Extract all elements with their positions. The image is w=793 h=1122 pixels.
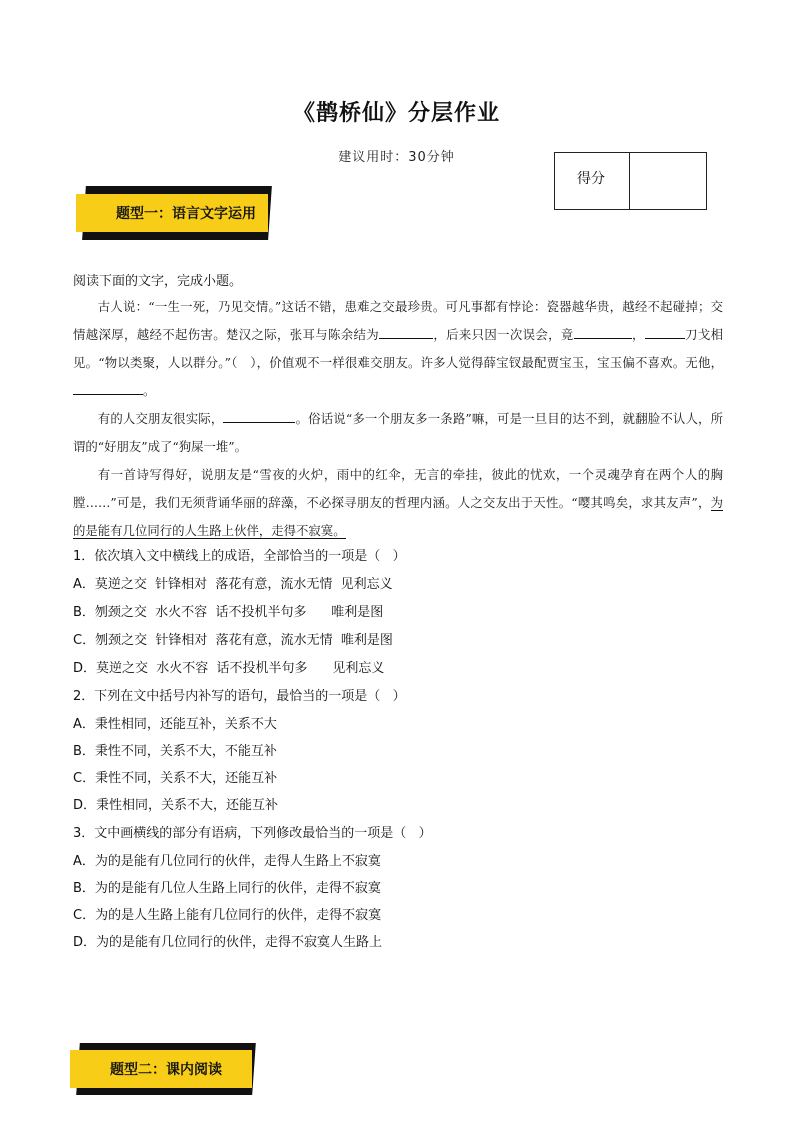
section2-label: 题型二：课内阅读 (70, 1050, 252, 1088)
question-3-option-c[interactable]: C．为的是人生路上能有几位同行的伙伴，走得不寂寞 (73, 908, 382, 923)
question-1-option-a[interactable]: A．莫逆之交 针锋相对 落花有意，流水无情 见利忘义 (73, 577, 393, 592)
question-3-option-d[interactable]: D．为的是能有几位同行的伙伴，走得不寂寞人生路上 (73, 935, 383, 950)
passage-paragraph-1: 古人说：“一生一死，乃见交情。”这话不错，患难之交最珍贵。可凡事都有悖论：瓷器越华贵，越经不起碰掉；交情越深厚，越经不起伤害。楚汉之际，张耳与陈余结为 ，后来只因一次误会，竟 ， 刀戈相见。“物以类聚，人以群分。”（ ），价值观不一样很难交朋友。许多人觉得薛宝钗最配贾宝玉，宝玉偏不喜欢。无他，。 (73, 299, 724, 398)
question-1-stem: 1．依次填入文中横线上的成语，全部恰当的一项是（ ） (73, 549, 406, 564)
question-1-option-c[interactable]: C．刎颈之交 针锋相对 落花有意，流水无情 唯利是图 (73, 633, 393, 648)
section1-banner (76, 186, 276, 240)
question-2-option-d[interactable]: D．秉性相同，关系不大，还能互补 (73, 798, 279, 813)
question-3-option-a[interactable]: A．为的是能有几位同行的伙伴，走得人生路上不寂寞 (73, 854, 381, 869)
question-1-option-b[interactable]: B．刎颈之交 水火不容 话不投机半句多 唯利是图 (73, 605, 384, 620)
blank-2 (574, 324, 632, 339)
blank-3 (645, 324, 685, 339)
underlined-sentence: 为的是能有几位同行的人生路上伙伴，走得不寂寞。 (73, 495, 723, 538)
passage-paragraph-2: 有的人交朋友很实际， 。俗话说“多一个朋友多一条路”嘛，可是一旦目的达不到，就翻脸不认人，所谓的“好朋友”成了“狗屎一堆”。 (73, 405, 723, 461)
suggested-time: 建议用时：30分钟 (338, 150, 455, 165)
question-1-option-d[interactable]: D．莫逆之交 水火不容 话不投机半句多 见利忘义 (73, 661, 385, 676)
question-2-option-b[interactable]: B．秉性不同，关系不大，不能互补 (73, 744, 277, 759)
reading-passage (73, 293, 723, 545)
passage-paragraph-3: 有一首诗写得好，说朋友是“雪夜的火炉，雨中的红伞，无言的牵挂，彼此的忧欢，一个灵魂孕育在两个人的胸膛……”可是，我们无须背诵华丽的辞藻，不必探寻朋友的哲理内涵。人之交友出于天性。“嘤其鸣矣，求其友声”，为的是能有几位同行的人生路上伙伴，走得不寂寞。 (73, 467, 723, 538)
score-label: 得分 (555, 153, 630, 209)
blank-1 (379, 324, 433, 339)
section1-label: 题型一：语言文字运用 (76, 194, 268, 232)
question-3-option-b[interactable]: B．为的是能有几位人生路上同行的伙伴，走得不寂寞 (73, 881, 381, 896)
question-2-option-c[interactable]: C．秉性不同，关系不大，还能互补 (73, 771, 278, 786)
blank-4 (73, 380, 143, 395)
score-box (554, 152, 707, 210)
question-3-stem: 3．文中画横线的部分有语病，下列修改最恰当的一项是（ ） (73, 826, 432, 841)
section2-banner (70, 1043, 260, 1095)
question-2-option-a[interactable]: A．秉性相同，还能互补，关系不大 (73, 717, 277, 732)
page-title: 《鹊桥仙》分层作业 (292, 100, 500, 126)
intro-text: 阅读下面的文字，完成小题。 (73, 274, 243, 289)
blank-5 (223, 408, 295, 423)
score-value-cell[interactable] (630, 153, 706, 209)
question-2-stem: 2．下列在文中括号内补写的语句，最恰当的一项是（ ） (73, 689, 406, 704)
